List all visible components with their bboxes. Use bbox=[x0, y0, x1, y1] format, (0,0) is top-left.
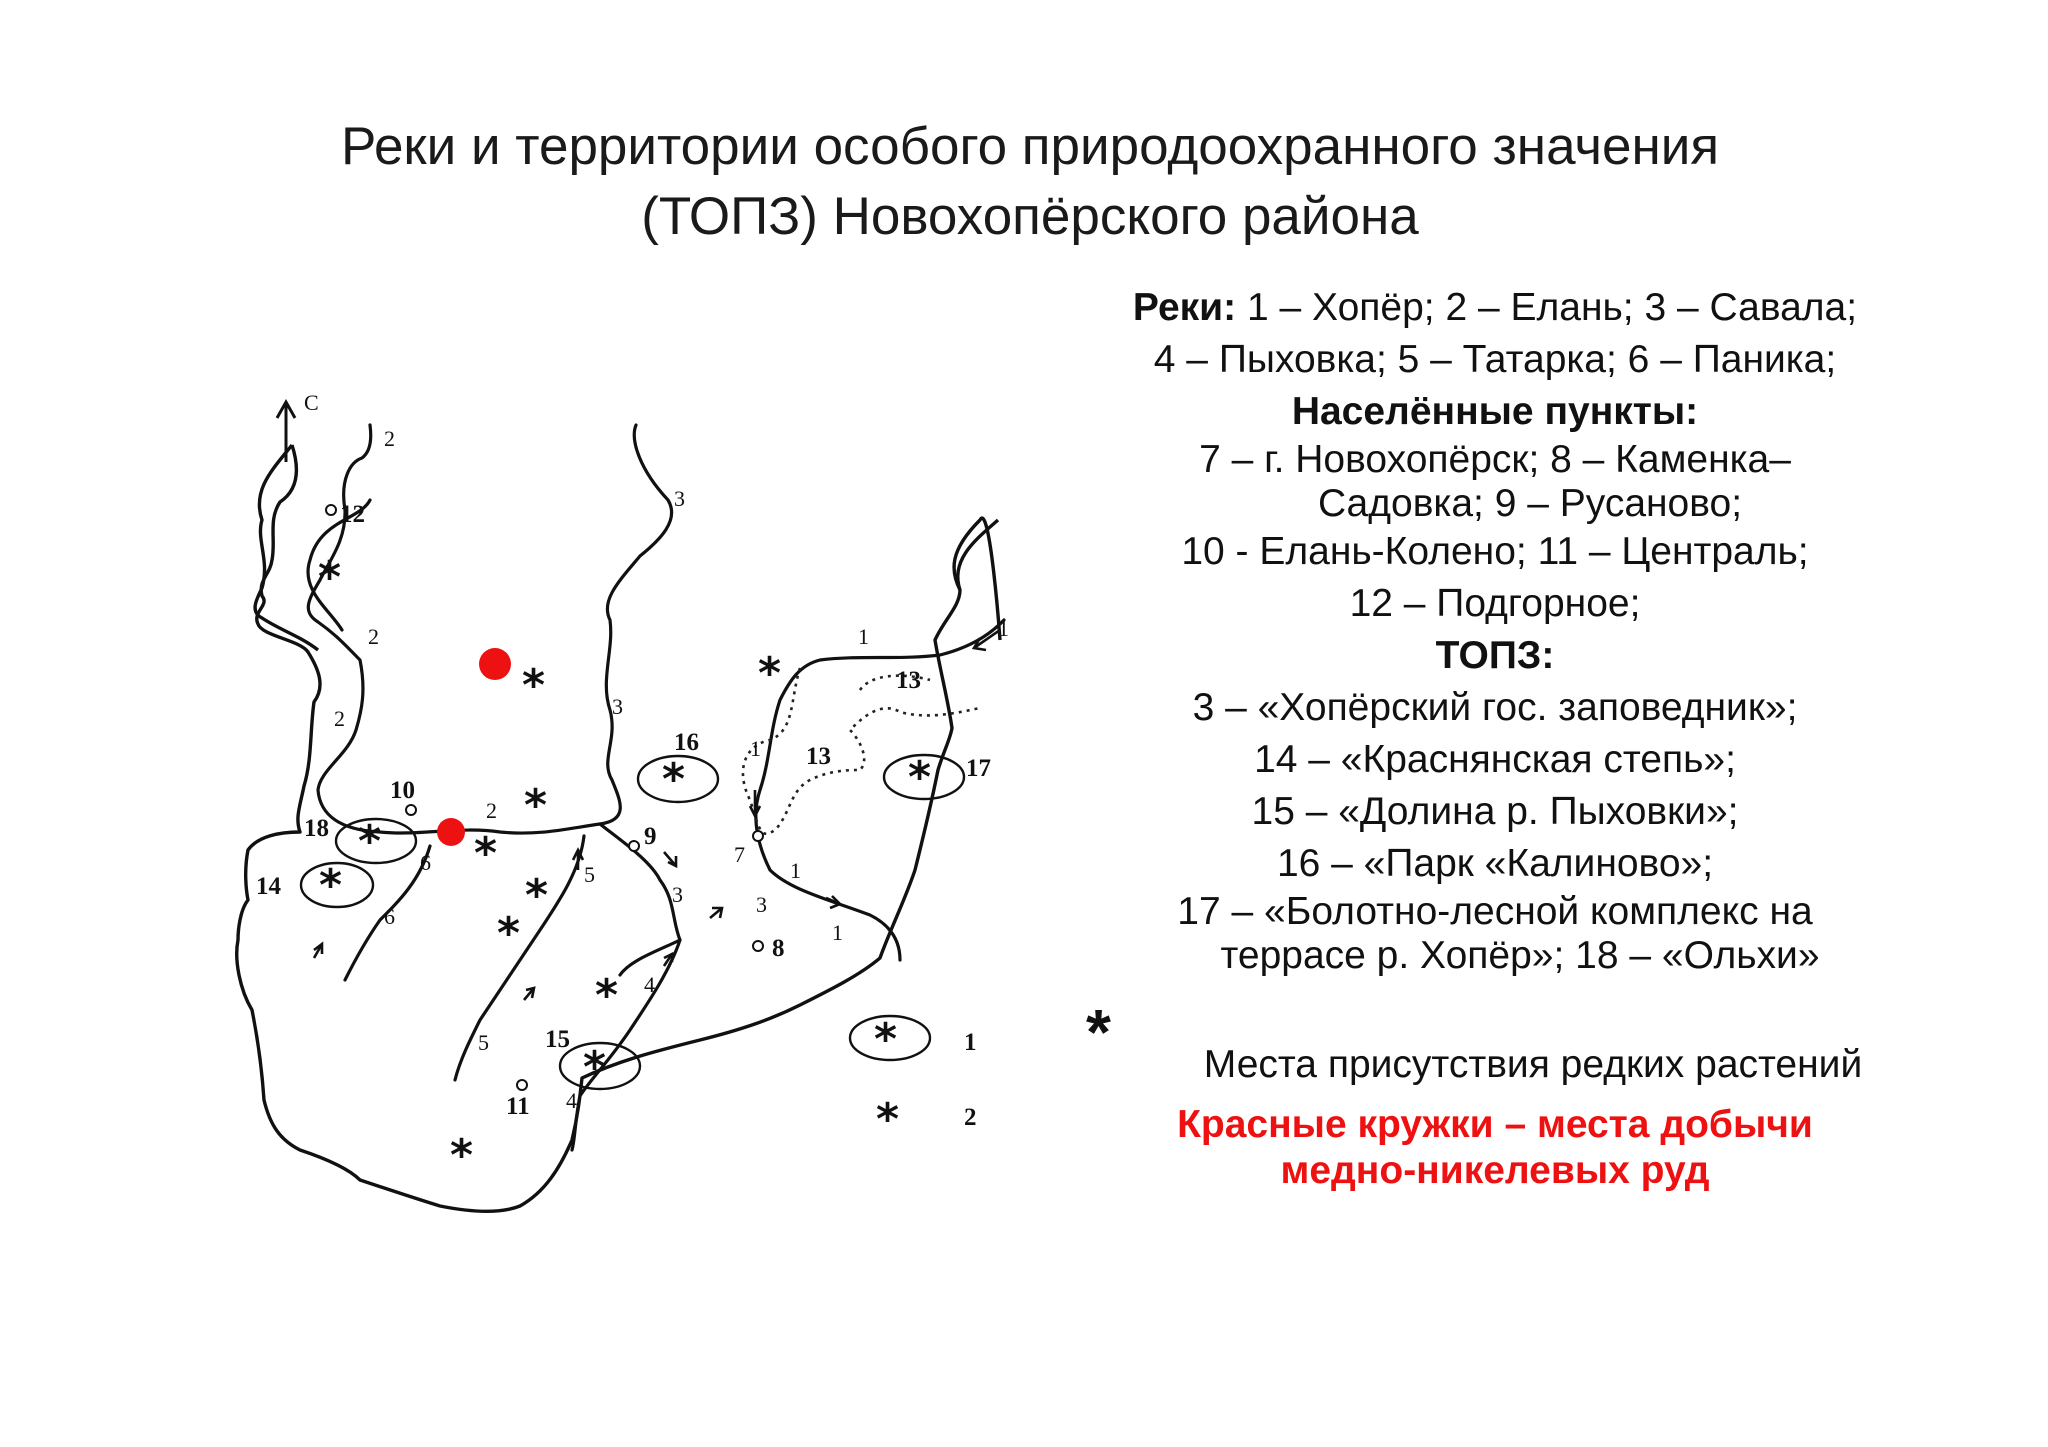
settlement-label-8: 8 bbox=[772, 935, 785, 962]
settlement-7 bbox=[753, 831, 763, 841]
river-label: 1 bbox=[750, 736, 761, 761]
topz-label-13: 13 bbox=[896, 667, 921, 694]
river-label: 1 bbox=[790, 858, 801, 883]
title-line-2: (ТОПЗ) Новохопёрского района bbox=[641, 187, 1419, 246]
river-label: 6 bbox=[384, 904, 395, 929]
settlement-9 bbox=[629, 841, 639, 851]
settlement-label-7: 7 bbox=[734, 842, 745, 867]
settlement-label-11: 11 bbox=[506, 1093, 530, 1120]
settlement-11 bbox=[517, 1080, 527, 1090]
district-boundary-west bbox=[255, 445, 318, 650]
settlement-label-12: 12 bbox=[340, 501, 365, 528]
district-map bbox=[0, 0, 1060, 1300]
topz-row-6: террасе р. Хопёр»; 18 – «Ольхи» bbox=[1220, 934, 1820, 977]
topz-row-2: 14 – «Краснянская степь»; bbox=[1254, 738, 1736, 781]
mining-note-line-1: Красные кружки – места добычи bbox=[1177, 1103, 1813, 1146]
settlement-label-10: 10 bbox=[390, 777, 415, 804]
river-label: 3 bbox=[674, 486, 685, 511]
river-elan bbox=[308, 425, 600, 833]
topz-row-5: 17 – «Болотно-лесной комплекс на bbox=[1177, 890, 1813, 933]
river-label: 4 bbox=[644, 972, 655, 997]
river-label: 5 bbox=[478, 1030, 489, 1055]
topz-label-16: 16 bbox=[674, 729, 699, 756]
settlement-label-9: 9 bbox=[644, 823, 657, 850]
rivers-row-1 bbox=[1085, 282, 1905, 334]
settlement-10 bbox=[406, 805, 416, 815]
svg-text:*: * bbox=[474, 828, 498, 879]
river-label: 3 bbox=[756, 892, 767, 917]
svg-text:*: * bbox=[874, 1014, 898, 1065]
svg-text:*: * bbox=[450, 1130, 474, 1181]
rare-plants-text: Места присутствия редких растений bbox=[1203, 1043, 1863, 1086]
river-khoper bbox=[756, 620, 1004, 960]
river-label: 2 bbox=[486, 798, 497, 823]
topz-heading: ТОПЗ: bbox=[1435, 634, 1555, 677]
svg-text:*: * bbox=[662, 754, 686, 805]
topz-row-3: 15 – «Долина р. Пыховки»; bbox=[1251, 790, 1739, 833]
topz-label-14: 14 bbox=[256, 873, 281, 900]
river-label: 1 bbox=[858, 624, 869, 649]
svg-text:*: * bbox=[358, 816, 382, 867]
svg-text:*: * bbox=[908, 752, 932, 803]
svg-text:*: * bbox=[497, 908, 521, 959]
settlements-row-3: 10 - Елань-Колено; 11 – Централь; bbox=[1181, 530, 1809, 573]
svg-text:*: * bbox=[525, 870, 549, 921]
svg-text:*: * bbox=[522, 660, 546, 711]
asterisk-icon: * bbox=[1086, 996, 1111, 1068]
mine-site-2 bbox=[437, 818, 465, 846]
settlements-row-4: 12 – Подгорное; bbox=[1349, 582, 1641, 625]
topz-label-15: 15 bbox=[545, 1026, 570, 1053]
topz-label-18: 18 bbox=[304, 815, 329, 842]
river-label: 2 bbox=[384, 426, 395, 451]
svg-text:*: * bbox=[319, 860, 343, 911]
river-label: 5 bbox=[584, 862, 595, 887]
north-label: С bbox=[304, 390, 319, 415]
topz-row-4: 16 – «Парк «Калиново»; bbox=[1276, 842, 1714, 885]
mining-sites-note bbox=[1085, 1102, 1905, 1194]
settlement-8 bbox=[753, 941, 763, 951]
svg-text:*: * bbox=[758, 648, 782, 699]
map-legend-label-2: 2 bbox=[964, 1104, 977, 1131]
river-label: 1 bbox=[998, 616, 1009, 641]
topz-row-1: 3 – «Хопёрский гос. заповедник»; bbox=[1192, 686, 1798, 729]
legend-panel bbox=[1085, 282, 1905, 978]
river-label: 6 bbox=[420, 850, 431, 875]
svg-text:*: * bbox=[524, 780, 548, 831]
map-legend-label-1: 1 bbox=[964, 1029, 977, 1056]
topz-label-13: 13 bbox=[806, 743, 831, 770]
topz-label-17: 17 bbox=[966, 755, 991, 782]
river-label: 3 bbox=[612, 694, 623, 719]
river-label: 2 bbox=[368, 624, 379, 649]
svg-text:*: * bbox=[583, 1042, 607, 1093]
rivers-row-2: 4 – Пыховка; 5 – Татарка; 6 – Паника; bbox=[1153, 338, 1837, 381]
svg-text:*: * bbox=[876, 1094, 900, 1145]
mining-note-line-2: медно-никелевых руд bbox=[1280, 1149, 1710, 1192]
asterisk-icon bbox=[318, 552, 931, 1181]
river-label: 4 bbox=[566, 1088, 577, 1113]
rare-plants-note bbox=[1078, 996, 1918, 1090]
svg-text:*: * bbox=[595, 970, 619, 1021]
settlements-row-2: Садовка; 9 – Русаново; bbox=[1317, 482, 1743, 525]
river-label: 3 bbox=[672, 882, 683, 907]
river-label: 2 bbox=[334, 706, 345, 731]
rivers-text-1: 1 – Хопёр; 2 – Елань; 3 – Савала; bbox=[1236, 286, 1858, 329]
title-line-1: Реки и территории особого природоохранного значения bbox=[340, 117, 1720, 176]
settlements-row-1: 7 – г. Новохопёрск; 8 – Каменка– bbox=[1199, 438, 1791, 481]
rivers-heading: Реки: bbox=[1132, 286, 1237, 329]
svg-text:*: * bbox=[318, 552, 342, 603]
settlement-12 bbox=[326, 505, 336, 515]
mine-site-1 bbox=[479, 648, 511, 680]
settlements-heading: Населённые пункты: bbox=[1291, 390, 1699, 433]
river-label: 1 bbox=[832, 920, 843, 945]
